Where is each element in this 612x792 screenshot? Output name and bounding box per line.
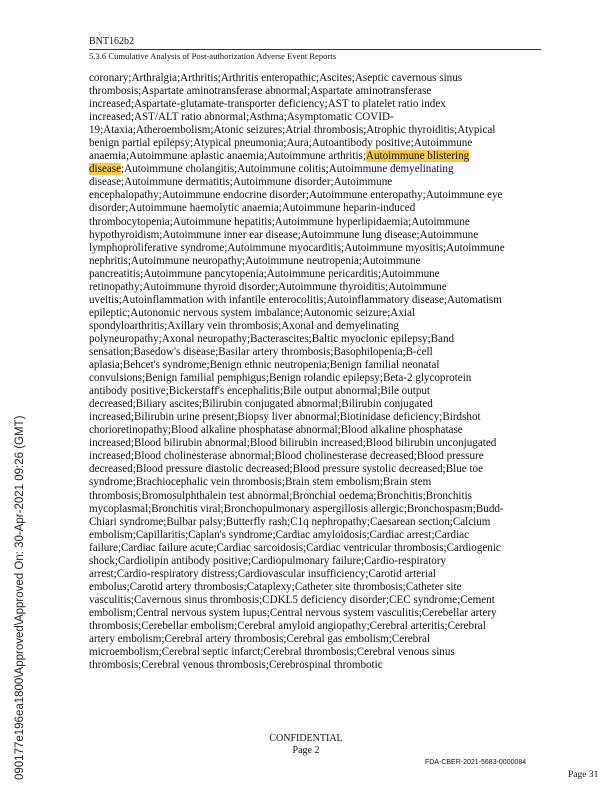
text-line: thrombosis;Aspartate aminotransferase abnormal;Aspartate aminotransferase (89, 85, 432, 98)
text-line: encephalopathy;Autoimmune endocrine disorder;Autoimmune enteropathy;Autoimmune eye (89, 189, 503, 202)
text-segment: ;Autoimmune cholangitis;Autoimmune colitis;Autoimmune demyelinating (121, 163, 454, 176)
text-line: embolism;Capillaritis;Caplan's syndrome;Cardiac amyloidosis;Cardiac arrest;Cardiac (89, 528, 470, 541)
text-line: disorder;Autoimmune haemolytic anaemia;Autoimmune heparin-induced (89, 202, 416, 215)
text-line: epileptic;Autonomic nervous system imbalance;Autonomic seizure;Axial (89, 306, 415, 319)
text-line: thrombosis;Bromosulphthalein test abnormal;Bronchial oedema;Bronchitis;Bronchitis (89, 489, 472, 502)
bates-number: FDA-CBER-2021-5683-0000084 (425, 759, 527, 766)
highlighted-term[interactable]: Autoimmune blistering (365, 150, 470, 163)
text-line: artery embolism;Cerebral artery thrombosis;Cerebral gas embolism;Cerebral (89, 633, 431, 646)
text-line: failure;Cardiac failure acute;Cardiac sarcoidosis;Cardiac ventricular thrombosis;Cardiogenic (89, 541, 501, 554)
text-line: increased;Aspartate-glutamate-transporter deficiency;AST to platelet ratio index (89, 98, 446, 111)
text-line: vasculitis;Cavernous sinus thrombosis;CDKL5 deficiency disorder;CEC syndrome;Cement (89, 593, 495, 606)
text-line: retinopathy;Autoimmune thyroid disorder;Autoimmune thyroiditis;Autoimmune (89, 280, 447, 293)
header-title: BNT162b2 (89, 36, 134, 47)
text-line: chorioretinopathy;Blood alkaline phosphatase abnormal;Blood alkaline phosphatase (89, 424, 463, 437)
highlighted-term[interactable]: disease (89, 163, 122, 176)
text-line: antibody positive;Bickerstaff's encephalitis;Bile output abnormal;Bile output (89, 385, 431, 398)
text-line: increased;AST/ALT ratio abnormal;Asthma;Asymptomatic COVID- (89, 111, 394, 124)
text-segment: anaemia;Autoimmune aplastic anaemia;Autoimmune arthritis; (89, 150, 366, 163)
text-line: shock;Cardiolipin antibody positive;Cardiopulmonary failure;Cardio-respiratory (89, 554, 447, 567)
text-line: increased;Bilirubin urine present;Biopsy liver abnormal;Biotinidase deficiency;Birdshot (89, 411, 481, 424)
text-line: decreased;Biliary ascites;Bilirubin conjugated abnormal;Bilirubin conjugated (89, 398, 433, 411)
text-line (89, 150, 549, 163)
text-line: mycoplasmal;Bronchitis viral;Bronchopulmonary aspergillosis allergic;Bronchospasm;Budd- (89, 502, 504, 515)
pdf-page-number: Page 31 (568, 770, 599, 780)
text-line: embolus;Carotid artery thrombosis;Cataplexy;Catheter site thrombosis;Catheter site (89, 580, 462, 593)
text-line: increased;Blood bilirubin abnormal;Blood bilirubin increased;Blood bilirubin unconjugated (89, 437, 497, 450)
text-line: convulsions;Benign familial pemphigus;Benign rolandic epilepsy;Beta-2 glycoprotein (89, 372, 472, 385)
header-rule (89, 49, 541, 50)
text-line: syndrome;Brachiocephalic vein thrombosis;Brain stem embolism;Brain stem (89, 476, 432, 489)
text-line: nephritis;Autoimmune neuropathy;Autoimmune neutropenia;Autoimmune (89, 254, 421, 267)
text-line: increased;Blood cholinesterase abnormal;Blood cholinesterase decreased;Blood pressure (89, 450, 484, 463)
text-line: pancreatitis;Autoimmune pancytopenia;Autoimmune pericarditis;Autoimmune (89, 267, 440, 280)
text-line: decreased;Blood pressure diastolic decreased;Blood pressure systolic decreased;Blue toe (89, 463, 484, 476)
text-line: thrombocytopenia;Autoimmune hepatitis;Autoimmune hyperlipidaemia;Autoimmune (89, 215, 470, 228)
text-line (89, 163, 549, 176)
text-line: thrombosis;Cerebellar embolism;Cerebral amyloid angiopathy;Cerebral arteritis;Cerebral (89, 619, 486, 632)
body-text (89, 72, 549, 672)
text-line: coronary;Arthralgia;Arthritis;Arthritis enteropathic;Ascites;Aseptic cavernous sinus (89, 72, 463, 84)
approval-stamp: 090177e196ea1800\Approved\Approved On: 30-Apr-2021 09:26 (GMT) (14, 415, 26, 780)
text-line: hypothyroidism;Autoimmune inner ear disease;Autoimmune lung disease;Autoimmune (89, 228, 479, 241)
text-line: disease;Autoimmune dermatitis;Autoimmune disorder;Autoimmune (89, 176, 393, 189)
text-line: lymphoproliferative syndrome;Autoimmune myocarditis;Autoimmune myositis;Autoimmune (89, 241, 505, 254)
text-line: sensation;Basedow's disease;Basilar artery thrombosis;Basophilopenia;B-cell (89, 345, 433, 358)
text-line: thrombosis;Cerebral venous thrombosis;Cerebrospinal thrombotic (89, 659, 383, 672)
confidential-label: CONFIDENTIAL (269, 733, 343, 744)
text-line: aplasia;Behcet's syndrome;Benign ethnic neutropenia;Benign familial neonatal (89, 359, 440, 372)
text-line: 19;Ataxia;Atheroembolism;Atonic seizures;Atrial thrombosis;Atrophic thyroiditis;Atypical (89, 124, 496, 137)
approval-stamp-container (12, 260, 32, 780)
header-subtitle: 5.3.6 Cumulative Analysis of Post-authorization Adverse Event Reports (89, 51, 337, 61)
text-line: microembolism;Cerebral septic infarct;Cerebral thrombosis;Cerebral venous sinus (89, 646, 455, 659)
document-page-number: Page 2 (292, 745, 320, 756)
text-line: embolism;Central nervous system lupus;Central nervous system vasculitis;Cerebellar artery (89, 606, 497, 619)
text-line: arrest;Cardio-respiratory distress;Cardiovascular insufficiency;Carotid arterial (89, 567, 436, 580)
text-line: polyneuropathy;Axonal neuropathy;Bacterascites;Baltic myoclonic epilepsy;Band (89, 332, 455, 345)
text-line: spondyloarthritis;Axillary vein thrombosis;Axonal and demyelinating (89, 319, 399, 332)
text-line: uveitis;Autoinflammation with infantile enterocolitis;Autoinflammatory disease;Automatism (89, 293, 502, 306)
text-line: benign partial epilepsy;Atypical pneumonia;Aura;Autoantibody positive;Autoimmune (89, 137, 473, 150)
text-line: Chiari syndrome;Bulbar palsy;Butterfly rash;C1q nephropathy;Caesarean section;Calcium (89, 515, 491, 528)
